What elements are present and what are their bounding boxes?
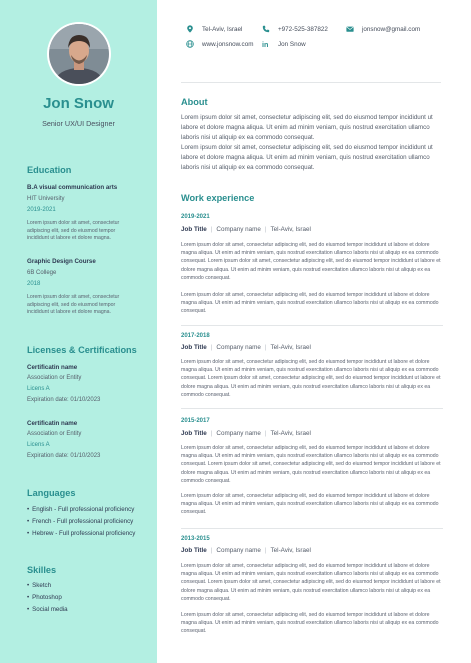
location-pin-icon xyxy=(186,25,194,33)
education-years-1: 2019-2021 xyxy=(27,207,56,213)
job-title: Job Title xyxy=(181,226,207,233)
education-description-1: Lorem ipsum dolor sit amet, consectetur adipiscing elit, sed do eiusmod tempor incididunt ut labore et dolore magna. xyxy=(27,220,120,242)
job-header: Job Title | Company name | Tel-Aviv, Israel xyxy=(181,344,311,351)
languages-title: Languages xyxy=(27,488,76,498)
skill-item: • Social media xyxy=(27,604,68,616)
job-header: Job Title | Company name | Tel-Aviv, Israel xyxy=(181,226,311,233)
sidebar xyxy=(0,0,157,663)
job-description: Lorem ipsum dolor sit amet, consectetur adipiscing elit, sed do eiusmod tempor incididunt ut labore et dolore magna aliqua. Ut enim ad minim veniam, quis nostrud exercitation ullamco laboris nisi ut aliquip ex ea commodo consequat. Lorem ipsum dolor sit amet, consectetur adipiscing elit, sed do eiusmod tempor incididunt ut labore et dolore magna aliqua. Ut enim ad minim veniam, quis nostrud exercitation ullamco laboris nisi ut aliquip ex ea commodo consequat. xyxy=(181,563,441,602)
education-degree-2: Graphic Design Course xyxy=(27,258,96,265)
email-text[interactable]: jonsnow@gmail.com xyxy=(362,25,421,33)
education-degree-1: B.A visual communication arts xyxy=(27,184,118,191)
licenses-title: Licenses & Certifications xyxy=(27,345,137,355)
job-years: 2019-2021 xyxy=(181,214,210,220)
license-org-1: Association or Entity xyxy=(27,375,82,381)
job-title: Job Title xyxy=(181,547,207,554)
linkedin-icon xyxy=(262,40,270,48)
job-description: Lorem ipsum dolor sit amet, consectetur adipiscing elit, sed do eiusmod tempor incididunt ut labore et dolore magna aliqua. Ut enim ad minim veniam, quis nostrud exercitation ullamco laboris nisi ut aliquip ex ea commodo consequat. xyxy=(181,493,439,516)
job-title: Job Title xyxy=(181,344,207,351)
phone-text[interactable]: +972-525-387822 xyxy=(278,25,328,33)
contact-website[interactable] xyxy=(186,40,253,48)
skills-list xyxy=(27,580,68,616)
job-description: Lorem ipsum dolor sit amet, consectetur adipiscing elit, sed do eiusmod tempor incididunt ut labore et dolore magna aliqua. Ut enim ad minim veniam, quis nostrud exercitation ullamco laboris nisi ut aliquip ex ea commodo consequat. xyxy=(181,292,439,315)
license-name-1: Certificatin name xyxy=(27,364,78,371)
svg-text:in: in xyxy=(262,40,269,48)
language-item: • Hebrew - Full professional proficiency xyxy=(27,528,135,540)
phone-icon xyxy=(262,25,270,33)
profile-name: Jon Snow xyxy=(43,95,114,112)
job-company: Company name xyxy=(216,430,261,437)
language-item: • French - Full professional proficiency xyxy=(27,516,135,528)
job-years: 2013-2015 xyxy=(181,536,210,542)
license-name-2: Certificatin name xyxy=(27,420,78,427)
website-text[interactable]: www.jonsnow.com xyxy=(202,40,254,48)
contact-location xyxy=(186,25,242,33)
email-icon xyxy=(346,25,354,33)
contact-email[interactable] xyxy=(346,25,420,33)
job-header: Job Title | Company name | Tel-Aviv, Israel xyxy=(181,430,311,437)
linkedin-text[interactable]: Jon Snow xyxy=(278,40,306,48)
license-expiration-2: Expiration date: 01/10/2023 xyxy=(27,453,101,459)
about-paragraph-2: Lorem ipsum dolor sit amet, consectetur adipiscing elit, sed do eiusmod tempor incididunt ut labore et dolore magna aliqua. Ut enim ad minim veniam, quis nostrud exercitation ullamco laboris nisi ut aliquip ex ea commodo consequat. xyxy=(181,144,433,171)
header-divider xyxy=(181,82,441,83)
profile-role: Senior UX/UI Designer xyxy=(42,119,115,128)
job-description: Lorem ipsum dolor sit amet, consectetur adipiscing elit, sed do eiusmod tempor incididunt ut labore et dolore magna aliqua. Ut enim ad minim veniam, quis nostrud exercitation ullamco laboris nisi ut aliquip ex ea commodo consequat. Lorem ipsum dolor sit amet, consectetur adipiscing elit, sed do eiusmod tempor incididunt ut labore et dolore magna aliqua. Ut enim ad minim veniam, quis nostrud exercitation ullamco laboris nisi ut aliquip ex ea commodo consequat. xyxy=(181,445,441,484)
about-title: About xyxy=(181,97,208,107)
education-description-2: Lorem ipsum dolor sit amet, consectetur adipiscing elit, sed do eiusmod tempor incididunt ut labore et dolore magna. xyxy=(27,294,120,316)
avatar xyxy=(47,22,111,86)
about-paragraph-1: Lorem ipsum dolor sit amet, consectetur adipiscing elit, sed do eiusmod tempor incididunt ut labore et dolore magna aliqua. Ut enim ad minim veniam, quis nostrud exercitation ullamco laboris nisi ut aliquip ex ea commodo consequat. xyxy=(181,114,433,141)
profile-photo xyxy=(49,24,109,84)
language-item: • English - Full professional proficiency xyxy=(27,504,135,516)
job-title: Job Title xyxy=(181,430,207,437)
skill-item: • Photoshop xyxy=(27,592,68,604)
education-title: Education xyxy=(27,165,72,175)
job-company: Company name xyxy=(216,547,261,554)
job-header: Job Title | Company name | Tel-Aviv, Israel xyxy=(181,547,311,554)
education-school-2: 6B College xyxy=(27,270,57,276)
job-divider xyxy=(181,408,443,409)
job-location: Tel-Aviv, Israel xyxy=(270,430,311,437)
license-type-1: Licens A xyxy=(27,386,50,392)
job-description: Lorem ipsum dolor sit amet, consectetur adipiscing elit, sed do eiusmod tempor incididunt ut labore et dolore magna aliqua. Ut enim ad minim veniam, quis nostrud exercitation ullamco laboris nisi ut aliquip ex ea commodo consequat. Lorem ipsum dolor sit amet, consectetur adipiscing elit, sed do eiusmod tempor incididunt ut labore et dolore magna aliqua. Ut enim ad minim veniam, quis nostrud exercitation ullamco laboris nisi ut aliquip ex ea commodo consequat. xyxy=(181,242,441,281)
job-years: 2015-2017 xyxy=(181,418,210,424)
job-divider xyxy=(181,528,443,529)
contact-linkedin[interactable] xyxy=(262,40,306,48)
languages-list xyxy=(27,504,135,540)
work-title: Work experience xyxy=(181,193,255,203)
job-location: Tel-Aviv, Israel xyxy=(270,344,311,351)
job-company: Company name xyxy=(216,344,261,351)
job-divider xyxy=(181,325,443,326)
job-years: 2017-2018 xyxy=(181,333,210,339)
globe-icon xyxy=(186,40,194,48)
job-description: Lorem ipsum dolor sit amet, consectetur adipiscing elit, sed do eiusmod tempor incididunt ut labore et dolore magna aliqua. Ut enim ad minim veniam, quis nostrud exercitation ullamco laboris nisi ut aliquip ex ea commodo consequat. xyxy=(181,612,439,635)
job-description: Lorem ipsum dolor sit amet, consectetur adipiscing elit, sed do eiusmod tempor incididunt ut labore et dolore magna aliqua. Ut enim ad minim veniam, quis nostrud exercitation ullamco laboris nisi ut aliquip ex ea commodo consequat. Lorem ipsum dolor sit amet, consectetur adipiscing elit, sed do eiusmod tempor incididunt ut labore et dolore magna aliqua. Ut enim ad minim veniam, quis nostrud exercitation ullamco laboris nisi ut aliquip ex ea commodo consequat. xyxy=(181,359,441,398)
contact-phone[interactable] xyxy=(262,25,328,33)
skill-item: • Sketch xyxy=(27,580,68,592)
education-school-1: HIT University xyxy=(27,196,65,202)
job-company: Company name xyxy=(216,226,261,233)
license-org-2: Association or Entity xyxy=(27,431,82,437)
job-location: Tel-Aviv, Israel xyxy=(270,226,311,233)
license-expiration-1: Expiration date: 01/10/2023 xyxy=(27,397,101,403)
job-location: Tel-Aviv, Israel xyxy=(270,547,311,554)
location-text: Tel-Aviv, Israel xyxy=(202,25,243,33)
skills-title: Skilles xyxy=(27,565,57,575)
education-years-2: 2018 xyxy=(27,281,41,287)
license-type-2: Licens A xyxy=(27,442,50,448)
